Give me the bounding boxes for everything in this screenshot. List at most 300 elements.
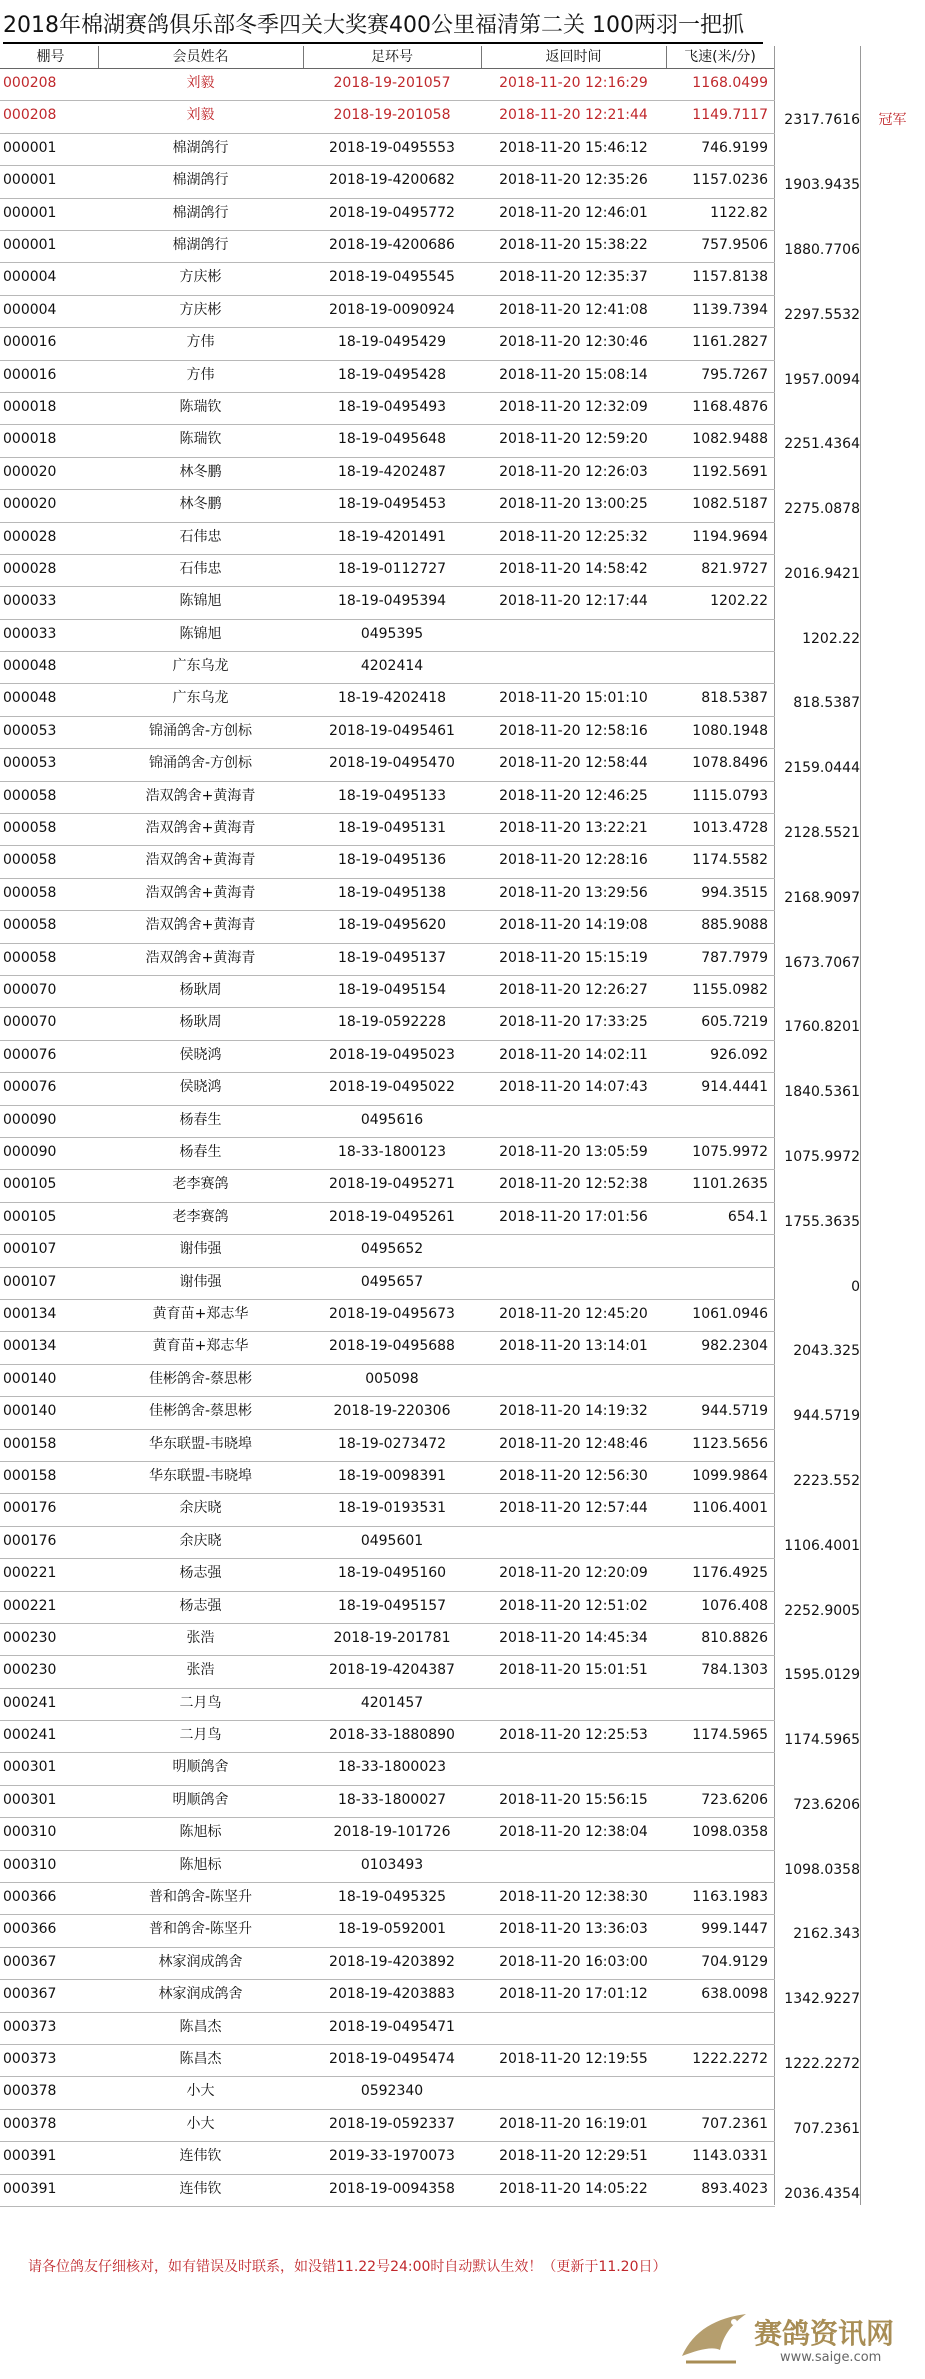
shed-cell: 000367: [3, 1953, 57, 1970]
table-row: [0, 489, 860, 522]
speed-cell: 1106.4001: [692, 1500, 768, 1517]
shed-cell: 000230: [3, 1629, 57, 1646]
ring-number-cell: 18-33-1800023: [337, 1759, 447, 1776]
shed-cell: 000048: [3, 690, 57, 707]
return-time-cell: 2018-11-20 14:02:11: [499, 1046, 648, 1063]
ring-number-cell: 18-19-0273472: [337, 1435, 447, 1452]
member-name-cell: 陈瑞钦: [179, 431, 222, 448]
return-time-cell: 2018-11-20 13:05:59: [499, 1144, 648, 1160]
speed-cell: 784.1303: [701, 1662, 768, 1679]
speed-cell: 1174.5582: [692, 852, 768, 869]
ring-number-cell: 18-19-0098391: [337, 1467, 447, 1484]
table-row: [0, 1234, 775, 1267]
table-row: [0, 748, 860, 781]
member-name-cell: 杨志强: [179, 1597, 222, 1614]
return-time-cell: 2018-11-20 12:21:44: [499, 107, 648, 124]
table-row: [0, 522, 775, 555]
shed-cell: 000058: [3, 949, 57, 966]
header-speed: 飞速(米/分): [684, 49, 756, 65]
return-time-cell: 2018-11-20 12:46:01: [499, 204, 648, 221]
member-name-cell: 锦涌鸽舍-方创标: [148, 755, 253, 772]
shed-cell: 000058: [3, 820, 57, 837]
member-name-cell: 浩双鸽舍+黄海青: [145, 949, 256, 966]
speed-cell: 1194.9694: [692, 528, 768, 545]
ring-number-cell: 2018-19-0495545: [329, 269, 455, 286]
shed-cell: 000018: [3, 431, 57, 448]
ring-number-cell: 2018-19-0090924: [329, 301, 455, 318]
shed-cell: 000028: [3, 560, 57, 577]
table-row: [0, 619, 860, 652]
ring-number-cell: 2018-19-0495022: [329, 1079, 455, 1096]
table-row: [0, 100, 907, 133]
speed-cell: 1122.82: [710, 204, 768, 221]
table-row: [0, 424, 860, 457]
member-name-cell: 浩双鸽舍+黄海青: [145, 852, 256, 869]
table-row: [0, 1979, 860, 2012]
ring-number-cell: 2018-19-4200686: [329, 236, 455, 253]
speed-cell: 1061.0946: [692, 1305, 768, 1322]
header-name: 会员姓名: [172, 49, 229, 65]
return-time-cell: 2018-11-20 12:58:16: [499, 722, 648, 739]
total-speed-cell: 2317.7616: [784, 112, 860, 129]
return-time-cell: 2018-11-20 12:19:55: [499, 2051, 648, 2068]
return-time-cell: 2018-11-20 12:52:38: [499, 1176, 648, 1193]
speed-cell: 926.092: [710, 1046, 768, 1063]
table-row: [0, 943, 860, 976]
ring-number-cell: 18-19-0495160: [337, 1565, 447, 1582]
table-row: [0, 1461, 860, 1494]
speed-cell: 1098.0358: [692, 1824, 768, 1841]
return-time-cell: 2018-11-20 12:26:27: [499, 982, 648, 999]
member-name-cell: 张浩: [186, 1629, 215, 1646]
member-name-cell: 方庆彬: [179, 269, 222, 286]
table-row: [0, 1850, 860, 1883]
member-name-cell: 连伟钦: [179, 2148, 222, 2165]
ring-number-cell: 005098: [365, 1370, 419, 1387]
shed-cell: 000208: [3, 107, 57, 124]
member-name-cell: 佳彬鸽舍-蔡思彬: [148, 1403, 253, 1420]
table-row: [0, 1623, 775, 1656]
total-speed-cell: 1840.5361: [784, 1084, 860, 1101]
ring-number-cell: 2018-19-4204387: [329, 1662, 455, 1679]
return-time-cell: 2018-11-20 12:57:44: [499, 1500, 648, 1517]
speed-cell: 1202.22: [710, 593, 768, 610]
return-time-cell: 2018-11-20 12:20:09: [499, 1565, 648, 1582]
table-row: [0, 554, 860, 587]
shed-cell: 000090: [3, 1144, 57, 1160]
member-name-cell: 刘毅: [186, 75, 215, 91]
member-name-cell: 广东乌龙: [172, 658, 229, 675]
table-row: [0, 295, 860, 328]
table-row: [0, 1882, 775, 1915]
ring-number-cell: 2019-33-1970073: [329, 2148, 455, 2165]
member-name-cell: 小大: [186, 2083, 215, 2100]
table-row: [0, 878, 860, 911]
ring-number-cell: 18-19-0495648: [337, 431, 447, 448]
table-header: [0, 46, 775, 69]
ring-number-cell: 2018-19-4203883: [329, 1986, 455, 2003]
table-row: [0, 781, 775, 814]
return-time-cell: 2018-11-20 12:35:37: [499, 269, 648, 286]
return-time-cell: 2018-11-20 12:25:32: [499, 528, 648, 545]
ring-number-cell: 0495395: [360, 625, 424, 642]
shed-cell: 000391: [3, 2148, 57, 2165]
table-row: [0, 1914, 860, 1947]
shed-cell: 000301: [3, 1791, 57, 1808]
shed-cell: 000076: [3, 1046, 57, 1063]
shed-cell: 000033: [3, 625, 57, 642]
total-speed-cell: 2168.9097: [784, 889, 860, 906]
shed-cell: 000058: [3, 917, 57, 934]
speed-cell: 1149.7117: [692, 107, 768, 124]
total-speed-cell: 2275.0878: [784, 501, 860, 518]
member-name-cell: 张浩: [186, 1662, 215, 1679]
member-name-cell: 黄育苗+郑志华: [152, 1338, 249, 1355]
pigeon-icon: [676, 2300, 754, 2372]
ring-number-cell: 18-33-1800123: [337, 1144, 447, 1160]
ring-number-cell: 18-19-0495325: [337, 1889, 447, 1906]
return-time-cell: 2018-11-20 12:46:25: [499, 787, 648, 804]
ring-number-cell: 2018-19-0495688: [329, 1338, 455, 1355]
return-time-cell: 2018-11-20 13:00:25: [499, 496, 648, 513]
table-row: [0, 813, 860, 846]
shed-cell: 000366: [3, 1889, 57, 1906]
table-row: [0, 68, 775, 101]
member-name-cell: 浩双鸽舍+黄海青: [145, 787, 256, 804]
member-name-cell: 棉湖鸽行: [172, 139, 229, 156]
speed-cell: 893.4023: [701, 2180, 768, 2197]
speed-cell: 723.6206: [701, 1791, 768, 1808]
speed-cell: 1168.4876: [692, 398, 768, 415]
total-speed-cell: 1957.0094: [784, 371, 860, 388]
header-time: 返回时间: [545, 49, 602, 65]
header-ring: 足环号: [371, 49, 413, 65]
total-speed-cell: 0: [851, 1278, 860, 1295]
return-time-cell: 2018-11-20 12:32:09: [499, 398, 648, 415]
shed-cell: 000301: [3, 1759, 57, 1776]
member-name-cell: 石伟忠: [179, 560, 222, 577]
shed-cell: 000241: [3, 1727, 57, 1744]
table-row: [0, 2109, 860, 2142]
rank-cell: 冠军: [878, 112, 907, 129]
speed-cell: 1078.8496: [692, 755, 768, 772]
table-row: [0, 1752, 775, 1785]
site-logo: [676, 2300, 906, 2372]
shed-cell: 000134: [3, 1305, 57, 1322]
table-row: [0, 457, 775, 490]
table-row: [0, 1267, 860, 1300]
ring-number-cell: 18-19-0592001: [337, 1921, 447, 1938]
return-time-cell: 2018-11-20 12:17:44: [499, 593, 648, 610]
table-row: [0, 1688, 775, 1721]
total-speed-cell: 2162.343: [793, 1926, 860, 1943]
shed-cell: 000020: [3, 463, 57, 480]
member-name-cell: 广东乌龙: [172, 690, 229, 707]
speed-cell: 1101.2635: [692, 1176, 768, 1193]
return-time-cell: 2018-11-20 12:38:04: [499, 1824, 648, 1841]
shed-cell: 000373: [3, 2018, 57, 2035]
member-name-cell: 华东联盟-韦晓埠: [148, 1435, 253, 1452]
ring-number-cell: 2018-19-0495474: [329, 2051, 455, 2068]
shed-cell: 000020: [3, 496, 57, 513]
logo-site: www.saige.com: [780, 2350, 882, 2365]
shed-cell: 000221: [3, 1565, 57, 1582]
table-row: [0, 1105, 775, 1138]
table-row: [0, 1429, 775, 1462]
table-row: [0, 230, 860, 263]
member-name-cell: 二月鸟: [179, 1727, 222, 1744]
speed-cell: 605.7219: [701, 1014, 768, 1031]
total-speed-cell: 2016.9421: [784, 565, 860, 582]
footer-notice: 请各位鸽友仔细核对，如有错误及时联系，如没错11.22号24:00时自动默认生效！（更新于11.20日）: [28, 2259, 667, 2275]
speed-cell: 1123.5656: [692, 1435, 768, 1452]
shed-cell: 000140: [3, 1370, 57, 1387]
total-speed-cell: 2128.5521: [784, 825, 860, 842]
ring-number-cell: 2018-19-0495673: [329, 1305, 455, 1322]
table-row: [0, 360, 860, 393]
member-name-cell: 杨志强: [179, 1565, 222, 1582]
member-name-cell: 明顺鸽舍: [172, 1791, 229, 1808]
ring-number-cell: 18-19-0495154: [337, 982, 447, 999]
ring-number-cell: 4201457: [360, 1694, 424, 1711]
ring-number-cell: 2018-19-4203892: [329, 1953, 455, 1970]
member-name-cell: 林冬鹏: [179, 496, 222, 513]
shed-cell: 000018: [3, 398, 57, 415]
ring-number-cell: 18-19-0495136: [337, 852, 447, 869]
speed-cell: 1082.5187: [692, 496, 768, 513]
total-speed-cell: 2252.9005: [784, 1602, 860, 1619]
total-speed-cell: 1222.2272: [784, 2056, 860, 2073]
speed-cell: 1157.0236: [692, 172, 768, 189]
shed-cell: 000033: [3, 593, 57, 610]
member-name-cell: 黄育苗+郑志华: [152, 1305, 249, 1322]
shed-cell: 000107: [3, 1241, 57, 1258]
ring-number-cell: 18-19-0495453: [337, 496, 447, 513]
table-row: [0, 1817, 775, 1850]
ring-number-cell: 2018-19-101726: [333, 1824, 451, 1841]
shed-cell: 000016: [3, 366, 57, 383]
table-row: [0, 2012, 775, 2045]
table-row: [0, 1331, 860, 1364]
table-row: [0, 1169, 775, 1202]
shed-cell: 000158: [3, 1435, 57, 1452]
speed-cell: 1157.8138: [692, 269, 768, 286]
member-name-cell: 杨耿周: [179, 1014, 222, 1031]
return-time-cell: 2018-11-20 13:14:01: [499, 1338, 648, 1355]
speed-cell: 1082.9488: [692, 431, 768, 448]
member-name-cell: 陈昌杰: [179, 2051, 222, 2068]
ring-number-cell: 18-19-0495131: [337, 820, 447, 837]
member-name-cell: 普和鸽舍-陈坚升: [148, 1921, 253, 1938]
shed-cell: 000176: [3, 1532, 57, 1549]
speed-cell: 1176.4925: [692, 1565, 768, 1582]
table-row: [0, 1202, 860, 1235]
speed-cell: 1115.0793: [692, 787, 768, 804]
table-row: [0, 1137, 860, 1170]
total-speed-cell: 1098.0358: [784, 1861, 860, 1878]
return-time-cell: 2018-11-20 12:48:46: [499, 1435, 648, 1452]
member-name-cell: 林家润成鸽舍: [158, 1986, 243, 2003]
shed-cell: 000076: [3, 1079, 57, 1096]
speed-cell: 982.2304: [701, 1338, 768, 1355]
member-name-cell: 余庆晓: [179, 1532, 222, 1549]
return-time-cell: 2018-11-20 15:46:12: [499, 139, 648, 156]
return-time-cell: 2018-11-20 14:05:22: [499, 2180, 648, 2197]
ring-number-cell: 18-33-1800027: [337, 1791, 447, 1808]
member-name-cell: 侯晓鸿: [179, 1079, 222, 1096]
speed-cell: 1155.0982: [692, 982, 768, 999]
shed-cell: 000058: [3, 787, 57, 804]
return-time-cell: 2018-11-20 12:28:16: [499, 852, 648, 869]
member-name-cell: 陈昌杰: [179, 2018, 222, 2035]
ring-number-cell: 2018-19-0495471: [329, 2018, 455, 2035]
shed-cell: 000053: [3, 722, 57, 739]
table-row: [0, 1526, 860, 1559]
ring-number-cell: 18-19-0495429: [337, 334, 447, 351]
return-time-cell: 2018-11-20 17:01:56: [499, 1208, 648, 1225]
table-row: [0, 165, 860, 198]
ring-number-cell: 0103493: [360, 1856, 424, 1873]
table-row: [0, 845, 775, 878]
total-speed-cell: 2223.552: [793, 1472, 860, 1489]
return-time-cell: 2018-11-20 14:58:42: [499, 560, 648, 577]
table-row: [0, 1558, 775, 1591]
table-row: [0, 1591, 860, 1624]
speed-cell: 1192.5691: [692, 463, 768, 480]
table-row: [0, 1493, 775, 1526]
shed-cell: 000208: [3, 75, 57, 91]
table-row: [0, 1947, 775, 1980]
total-speed-cell: 1106.4001: [784, 1537, 860, 1554]
total-speed-cell: 723.6206: [793, 1796, 860, 1813]
speed-cell: 1075.9972: [692, 1144, 768, 1160]
return-time-cell: 2018-11-20 15:56:15: [499, 1791, 648, 1808]
total-speed-cell: 1202.22: [802, 630, 860, 647]
table-row: [0, 1007, 860, 1040]
speed-cell: 914.4441: [701, 1079, 768, 1096]
table-row: [0, 327, 775, 360]
total-speed-cell: 1903.9435: [784, 177, 860, 194]
member-name-cell: 陈锦旭: [179, 593, 222, 610]
member-name-cell: 林冬鹏: [179, 463, 222, 480]
table-row: [0, 1720, 860, 1753]
shed-cell: 000001: [3, 139, 57, 156]
table-row: [0, 2044, 860, 2077]
total-speed-cell: 1075.9972: [784, 1149, 860, 1165]
speed-cell: 994.3515: [701, 884, 768, 901]
shed-cell: 000001: [3, 172, 57, 189]
return-time-cell: 2018-11-20 15:15:19: [499, 949, 648, 966]
member-name-cell: 明顺鸽舍: [172, 1759, 229, 1776]
member-name-cell: 陈瑞钦: [179, 398, 222, 415]
page-title: 2018年棉湖赛鸽俱乐部冬季四关大奖赛400公里福清第二关 100两羽一把抓: [3, 10, 763, 44]
ring-number-cell: 2018-19-0495261: [329, 1208, 455, 1225]
member-name-cell: 普和鸽舍-陈坚升: [148, 1889, 253, 1906]
total-speed-cell: 2036.4354: [784, 2185, 860, 2202]
ring-number-cell: 2018-19-201058: [333, 107, 451, 124]
speed-cell: 795.7267: [701, 366, 768, 383]
return-time-cell: 2018-11-20 13:36:03: [499, 1921, 648, 1938]
table-row: [0, 1364, 775, 1397]
member-name-cell: 老李赛鸽: [172, 1176, 229, 1193]
ring-number-cell: 2018-19-0495553: [329, 139, 455, 156]
return-time-cell: 2018-11-20 12:56:30: [499, 1467, 648, 1484]
member-name-cell: 锦涌鸽舍-方创标: [148, 722, 253, 739]
shed-cell: 000058: [3, 852, 57, 869]
return-time-cell: 2018-11-20 14:19:32: [499, 1403, 648, 1420]
total-speed-cell: 1880.7706: [784, 241, 860, 258]
shed-cell: 000134: [3, 1338, 57, 1355]
ring-number-cell: 18-19-0495138: [337, 884, 447, 901]
total-speed-cell: 1174.5965: [784, 1732, 860, 1749]
speed-cell: 1076.408: [701, 1597, 768, 1614]
speed-cell: 704.9129: [701, 1953, 768, 1970]
table-row: [0, 198, 775, 231]
header-shed: 棚号: [36, 49, 65, 65]
member-name-cell: 陈旭标: [179, 1856, 222, 1873]
ring-number-cell: 4202414: [360, 658, 424, 675]
ring-number-cell: 2018-19-0495461: [329, 722, 455, 739]
member-name-cell: 小大: [186, 2115, 215, 2132]
table-row: [0, 1655, 860, 1688]
ring-number-cell: 18-19-0495493: [337, 398, 447, 415]
shed-cell: 000105: [3, 1208, 57, 1225]
ring-number-cell: 2018-19-220306: [333, 1403, 451, 1420]
member-name-cell: 棉湖鸽行: [172, 172, 229, 189]
return-time-cell: 2018-11-20 12:38:30: [499, 1889, 648, 1906]
speed-cell: 654.1: [727, 1208, 768, 1225]
table-row: [0, 683, 860, 716]
table-row: [0, 1299, 775, 1332]
speed-cell: 1161.2827: [692, 334, 768, 351]
return-time-cell: 2018-11-20 13:22:21: [499, 820, 648, 837]
return-time-cell: 2018-11-20 12:30:46: [499, 334, 648, 351]
logo-title: 赛鸽资讯网: [754, 2317, 895, 2350]
return-time-cell: 2018-11-20 15:38:22: [499, 236, 648, 253]
return-time-cell: 2018-11-20 12:35:26: [499, 172, 648, 189]
ring-number-cell: 2018-19-0592337: [329, 2115, 455, 2132]
table-row: [0, 2141, 775, 2174]
ring-number-cell: 18-19-0495428: [337, 366, 447, 383]
shed-cell: 000053: [3, 755, 57, 772]
return-time-cell: 2018-11-20 15:01:51: [499, 1662, 648, 1679]
ring-number-cell: 18-19-4201491: [337, 528, 447, 545]
ring-number-cell: 2018-19-0495271: [329, 1176, 455, 1193]
ring-number-cell: 0495657: [360, 1273, 424, 1290]
return-time-cell: 2018-11-20 12:29:51: [499, 2148, 648, 2165]
table-row: [0, 2174, 860, 2207]
return-time-cell: 2018-11-20 12:59:20: [499, 431, 648, 448]
shed-cell: 000310: [3, 1824, 57, 1841]
ring-number-cell: 0495601: [360, 1532, 424, 1549]
total-speed-cell: 818.5387: [793, 695, 860, 712]
return-time-cell: 2018-11-20 16:19:01: [499, 2115, 648, 2132]
member-name-cell: 华东联盟-韦晓埠: [148, 1467, 253, 1484]
ring-number-cell: 2018-19-0495772: [329, 204, 455, 221]
return-time-cell: 2018-11-20 12:58:44: [499, 755, 648, 772]
shed-cell: 000366: [3, 1921, 57, 1938]
member-name-cell: 浩双鸽舍+黄海青: [145, 820, 256, 837]
speed-cell: 787.7979: [701, 949, 768, 966]
ring-number-cell: 18-19-0495137: [337, 949, 447, 966]
table-row: [0, 1040, 775, 1073]
shed-cell: 000070: [3, 1014, 57, 1031]
member-name-cell: 浩双鸽舍+黄海青: [145, 884, 256, 901]
shed-cell: 000140: [3, 1403, 57, 1420]
speed-cell: 1163.1983: [692, 1889, 768, 1906]
total-speed-cell: 1755.3635: [784, 1213, 860, 1230]
member-name-cell: 侯晓鸿: [179, 1046, 222, 1063]
